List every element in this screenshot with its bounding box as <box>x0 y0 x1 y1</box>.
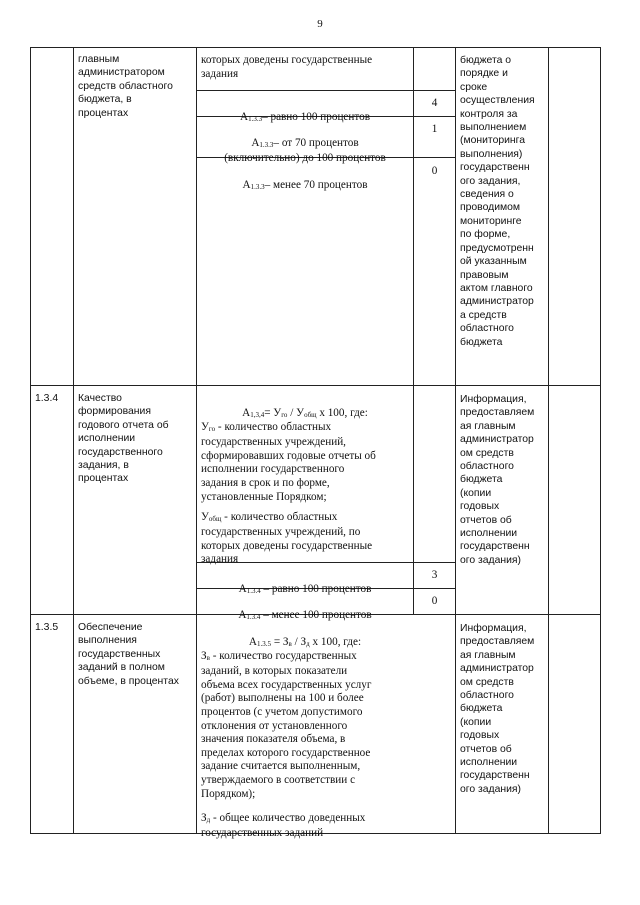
indicator-symbol-index: 1.3.3 <box>259 140 274 149</box>
indicator-name: главным администратором средств областного бюджета, в процентах <box>78 54 173 119</box>
indicator-symbol: А <box>238 582 247 595</box>
page-number: 9 <box>317 18 323 30</box>
indicator-symbol: А <box>242 406 251 419</box>
information-source: Информация, предоставляем ая главным администратор ом средств областного бюджета (копии годовых отчетов об исполнении государственн ого задания) <box>460 394 535 566</box>
formula-line: $А_{1.3.5} = З_в / З_д$ х 100, где: <box>248 635 362 648</box>
indicator-name: Качество формирования годового отчета об исполнении государственного задания, в процентах <box>78 393 169 485</box>
column-divider <box>455 47 456 834</box>
indicator-symbol-index: 1.3.5 <box>257 639 272 648</box>
row-divider <box>30 385 601 386</box>
indicator-symbol: А <box>248 635 258 648</box>
condition-label: – равно 100 процентов <box>262 110 370 123</box>
score-value: 0 <box>431 165 438 177</box>
score-value: 4 <box>431 97 438 109</box>
indicator-symbol: А <box>238 608 247 621</box>
indicator-symbol: А <box>251 136 260 149</box>
row-number: 1.3.4 <box>35 393 59 404</box>
formula-variable-definition: $З_д$ - общее количество доведенных государственных заданий <box>201 811 366 840</box>
table-border-top <box>30 47 601 48</box>
formula-variable-definition: $З_в$ - количество государственных заданий, в которых показатели объема всех государственных услуг (работ) выполнены на 100 и более процентов (с учетом допустимого отклонения от установленного значения показателя объема, в пределах которого государственное задание считается выполненным, утверждаемого в соответствии с Порядком); <box>201 649 372 800</box>
formula-text: которых доведены государственные задания <box>201 54 373 80</box>
indicator-symbol-index: 1.3.3 <box>250 182 265 191</box>
condition-text <box>197 97 413 126</box>
condition-label: – равно 100 процентов <box>260 582 372 595</box>
indicator-symbol: А <box>242 178 251 191</box>
formula-variable-definition: $У_{го}$ - количество областных государственных учреждений, сформировавших годовые отчеты об исполнении государственного задания в срок и по форме, установленные Порядком; <box>201 420 376 503</box>
score-value: 0 <box>431 595 438 607</box>
condition-label: – от 70 процентов (включительно) до 100 процентов <box>224 136 386 165</box>
score-value: 1 <box>431 123 438 135</box>
formula-line: $А_{1,3,4}= У_{го} / У_{общ}$ х 100, где: <box>242 406 368 419</box>
condition-label: – менее 70 процентов <box>264 178 368 191</box>
condition-text: $А_{1.3.4}$ – менее 100 процентов <box>238 608 372 621</box>
cell-divider <box>196 90 456 91</box>
table-border-left <box>30 47 31 834</box>
column-divider <box>73 47 74 834</box>
information-source: Информация, предоставляем ая главным администратор ом средств областного бюджета (копии годовых отчетов об исполнении государственн ого задания) <box>460 623 535 795</box>
information-source: бюджета о порядке и сроке осуществления контроля за выполнением (мониторинга выполнения) государственн ого задания, сведения о проводимом мониторинге по форме, предусмотренн ой указанным правовым актом главного администратор а средств областного бюджета <box>460 55 535 348</box>
row-number: 1.3.5 <box>35 622 59 633</box>
condition-text: $А_{1.3.4}$ – равно 100 процентов <box>238 582 372 595</box>
condition-text <box>197 123 413 166</box>
indicator-symbol-index: 1.3.3 <box>248 114 263 123</box>
condition-text <box>197 165 413 194</box>
indicator-symbol: А <box>239 110 249 123</box>
condition-label: – менее 100 процентов <box>260 608 372 621</box>
score-value: 3 <box>431 569 438 581</box>
table-border-right <box>600 47 601 834</box>
indicator-symbol-index: 1,3,4 <box>250 410 265 419</box>
formula-variable-definition: $У_{общ}$ - количество областных государственных учреждений, по которых доведены государственные задания <box>201 510 373 566</box>
indicator-name: Обеспечение выполнения государственных заданий в полном объеме, в процентах <box>78 622 179 687</box>
